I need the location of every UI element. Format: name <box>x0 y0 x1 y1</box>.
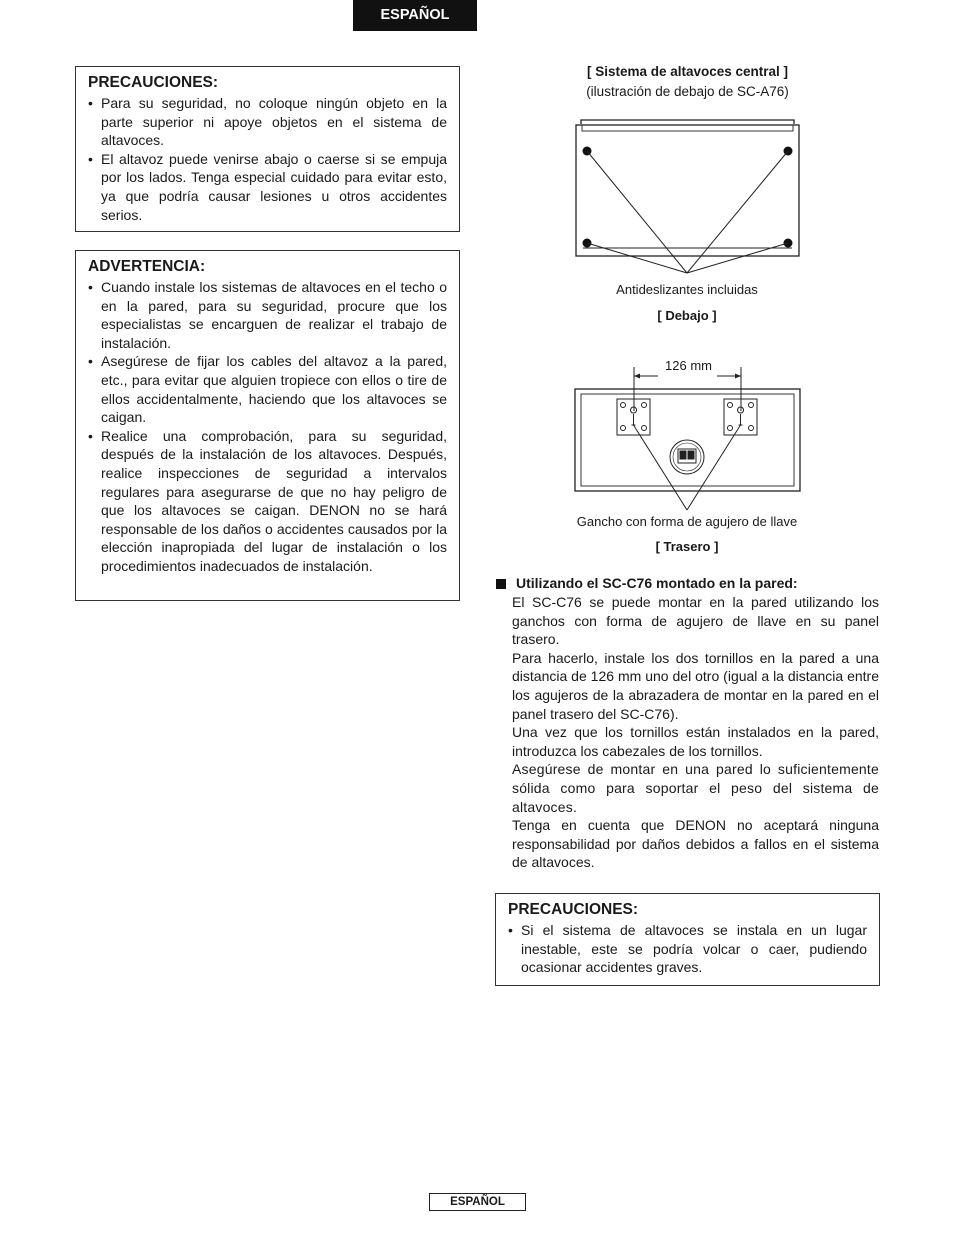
precautions-box <box>75 66 460 232</box>
precautions-right-list <box>508 921 867 977</box>
paragraph: Una vez que los tornillos están instalados en la pared, introduzca los cabezales de los tornillos. <box>512 724 879 759</box>
precautions-list <box>88 94 447 224</box>
bottom-view-callout: Antideslizantes incluidas <box>616 282 758 297</box>
bullet-square-icon <box>496 579 506 589</box>
wall-mount-heading-text: Utilizando el SC-C76 montado en la pared: <box>516 575 798 591</box>
precautions-right-title: PRECAUCIONES: <box>508 901 639 918</box>
list-item: • Realice una comprobación, para su seguridad, después de la instalación de los altavoces. Después, realice inspecciones de seguridad a intervalos regulares para asegurarse de que no hay peligro de que los altavoces se caigan. DENON no se hará responsable de los daños o accidentes causados por la elección inapropiada del lugar de instalación o los procedimientos inadecuados de instalación. <box>88 427 447 576</box>
language-tab <box>353 0 477 31</box>
wall-mount-heading <box>496 574 798 592</box>
footer-language-label: ESPAÑOL <box>429 1193 526 1211</box>
paragraph: Tenga en cuenta que DENON no aceptará ninguna responsabilidad por daños debidos a fallos en el sistema de altavoces. <box>512 817 879 871</box>
list-item: • El altavoz puede venirse abajo o caerse si se empuja por los lados. Tenga especial cuidado para evitar esto, ya que podría causar lesiones u otros accidentes serios. <box>88 150 447 224</box>
bottom-view-illustration <box>560 115 810 280</box>
warning-box <box>75 250 460 601</box>
precautions-title: PRECAUCIONES: <box>88 74 219 91</box>
warning-title: ADVERTENCIA: <box>88 258 206 275</box>
figure-title: [ Sistema de altavoces central ] <box>586 64 789 79</box>
bottom-view-label: [ Debajo ] <box>657 308 717 323</box>
list-item: • Cuando instale los sistemas de altavoces en el techo o en la pared, para su seguridad, procure que los especialistas se encarguen de realizar el trabajo de instalación. <box>88 278 447 352</box>
precautions-box-right <box>495 893 880 986</box>
rear-dimension-label: 126 mm <box>665 358 712 373</box>
rear-view-label: [ Trasero ] <box>655 539 719 554</box>
list-item: • Para su seguridad, no coloque ningún objeto en la parte superior ni apoye objetos en el sistema de altavoces. <box>88 94 447 150</box>
paragraph: Para hacerlo, instale los dos tornillos en la pared a una distancia de 126 mm uno del otro (igual a la distancia entre los agujeros de la abrazadera de montar en la pared en el panel trasero del SC-C76). <box>512 649 879 722</box>
rear-view-illustration <box>560 365 810 515</box>
paragraph: El SC-C76 se puede montar en la pared utilizando los ganchos con forma de agujero de llave en su panel trasero. <box>512 594 879 648</box>
rear-view-callout: Gancho con forma de agujero de llave <box>576 514 798 529</box>
list-item: • Asegúrese de fijar los cables del altavoz a la pared, etc., para evitar que alguien tropiece con ellos o tire de ellos accidentalmente, haciendo que los altavoces se caigan. <box>88 352 447 426</box>
list-item: • Si el sistema de altavoces se instala en un lugar inestable, este se podría volcar o caer, pudiendo ocasionar accidentes graves. <box>508 921 867 977</box>
paragraph: Asegúrese de montar en una pared lo suficientemente sólida como para soportar el peso del sistema de altavoces. <box>512 761 879 815</box>
figure-subtitle: (ilustración de debajo de SC-A76) <box>586 84 789 99</box>
language-tab-label: ESPAÑOL <box>380 7 450 23</box>
wall-mount-body <box>512 593 879 872</box>
warning-list <box>88 278 447 576</box>
